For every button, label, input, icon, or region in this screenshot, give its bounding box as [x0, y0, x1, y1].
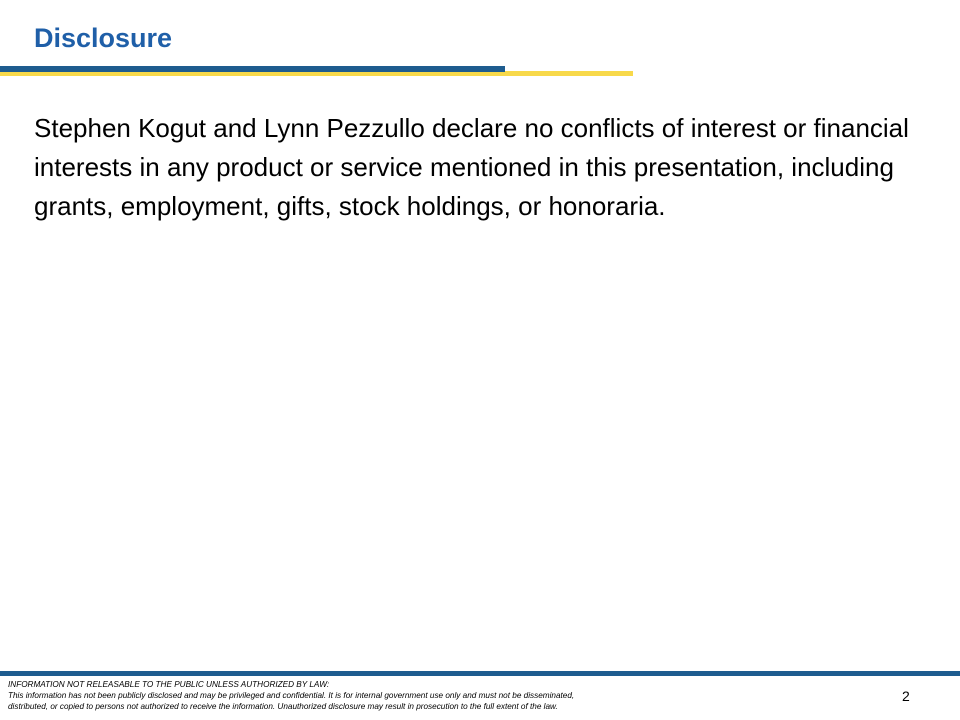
footer-notice-line-3: distributed, or copied to persons not authorized to receive the information. Unauthorized disclosure may result in prosecution to the full extent of the law. — [8, 702, 558, 711]
disclosure-statement: Stephen Kogut and Lynn Pezzullo declare no conflicts of interest or financial interests in any product or service mentioned in this presentation, including grants, employment, gifts, stock holdings, or honoraria. — [34, 113, 909, 221]
footer-notice-line-2: This information has not been publicly disclosed and may be privileged and confidential. It is for internal government use only and must not be disseminated, — [8, 691, 575, 700]
page-number: 2 — [902, 688, 910, 704]
title-underline-blue — [0, 66, 505, 72]
slide-title: Disclosure — [34, 23, 173, 53]
footer-divider — [0, 671, 960, 676]
footer-notice-line-1: INFORMATION NOT RELEASABLE TO THE PUBLIC UNLESS AUTHORIZED BY LAW: — [8, 680, 330, 689]
footer-notice — [8, 679, 838, 712]
